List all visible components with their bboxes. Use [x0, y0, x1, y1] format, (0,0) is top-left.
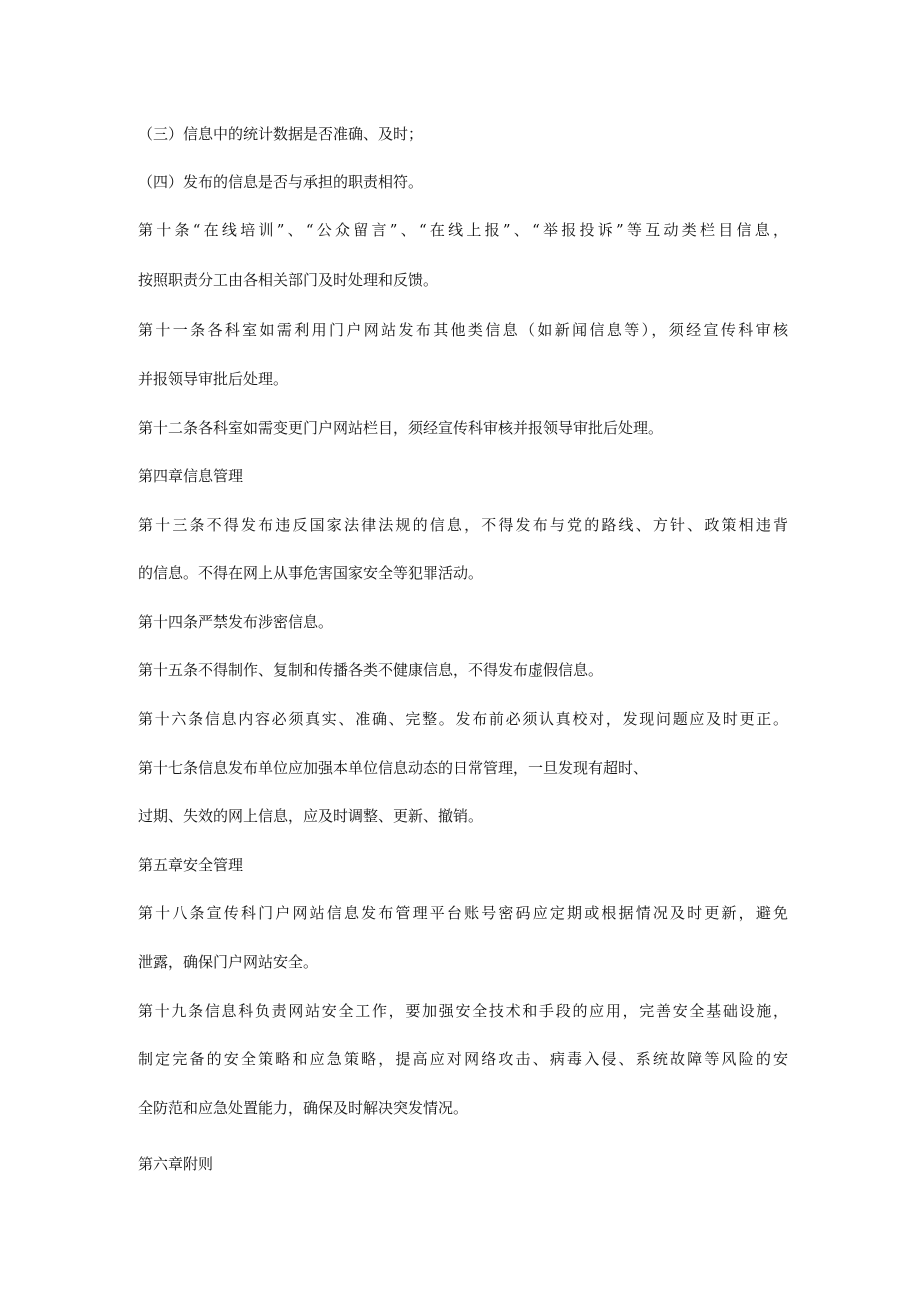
- text-line: 第十三条不得发布违反国家法律法规的信息，不得发布与党的路线、方针、政策相违背: [138, 516, 788, 534]
- text-line: （四）发布的信息是否与承担的职责相符。: [138, 173, 424, 191]
- text-line: 第十一条各科室如需利用门户网站发布其他类信息（如新闻信息等），须经宣传科审核: [138, 321, 788, 339]
- text-line: 并报领导审批后处理。: [138, 370, 289, 388]
- text-line: 制定完备的安全策略和应急策略，提高应对网络攻击、病毒入侵、系统故障等风险的安: [138, 1050, 788, 1068]
- text-line: 第十八条宣传科门户网站信息发布管理平台账号密码应定期或根据情况及时更新，避免: [138, 904, 788, 922]
- text-line: 第十九条信息科负责网站安全工作，要加强安全技术和手段的应用，完善安全基础设施，: [138, 1002, 788, 1020]
- text-line: 的信息。不得在网上从事危害国家安全等犯罪活动。: [138, 564, 484, 582]
- text-line: （三）信息中的统计数据是否准确、及时；: [138, 125, 424, 143]
- text-line: 第十六条信息内容必须真实、准确、完整。发布前必须认真校对，发现问题应及时更正。: [138, 710, 788, 728]
- text-line: 第十五条不得制作、复制和传播各类不健康信息，不得发布虚假信息。: [138, 661, 604, 679]
- text-line: 泄露，确保门户网站安全。: [138, 953, 319, 971]
- text-line: 第十二条各科室如需变更门户网站栏目，须经宣传科审核并报领导审批后处理。: [138, 419, 664, 437]
- text-line: 第十七条信息发布单位应加强本单位信息动态的日常管理，一旦发现有超时、: [138, 759, 649, 777]
- chapter-heading: 第六章附则: [138, 1155, 214, 1173]
- text-line: 按照职责分工由各相关部门及时处理和反馈。: [138, 271, 439, 289]
- text-line: 第十四条严禁发布涉密信息。: [138, 613, 334, 631]
- chapter-heading: 第四章信息管理: [138, 467, 244, 485]
- text-line: 全防范和应急处置能力，确保及时解决突发情况。: [138, 1099, 469, 1117]
- text-line: 第十条“在线培训”、“公众留言”、“在线上报”、“举报投诉”等互动类栏目信息，: [138, 221, 788, 239]
- text-line: 过期、失效的网上信息，应及时调整、更新、撤销。: [138, 807, 484, 825]
- chapter-heading: 第五章安全管理: [138, 856, 244, 874]
